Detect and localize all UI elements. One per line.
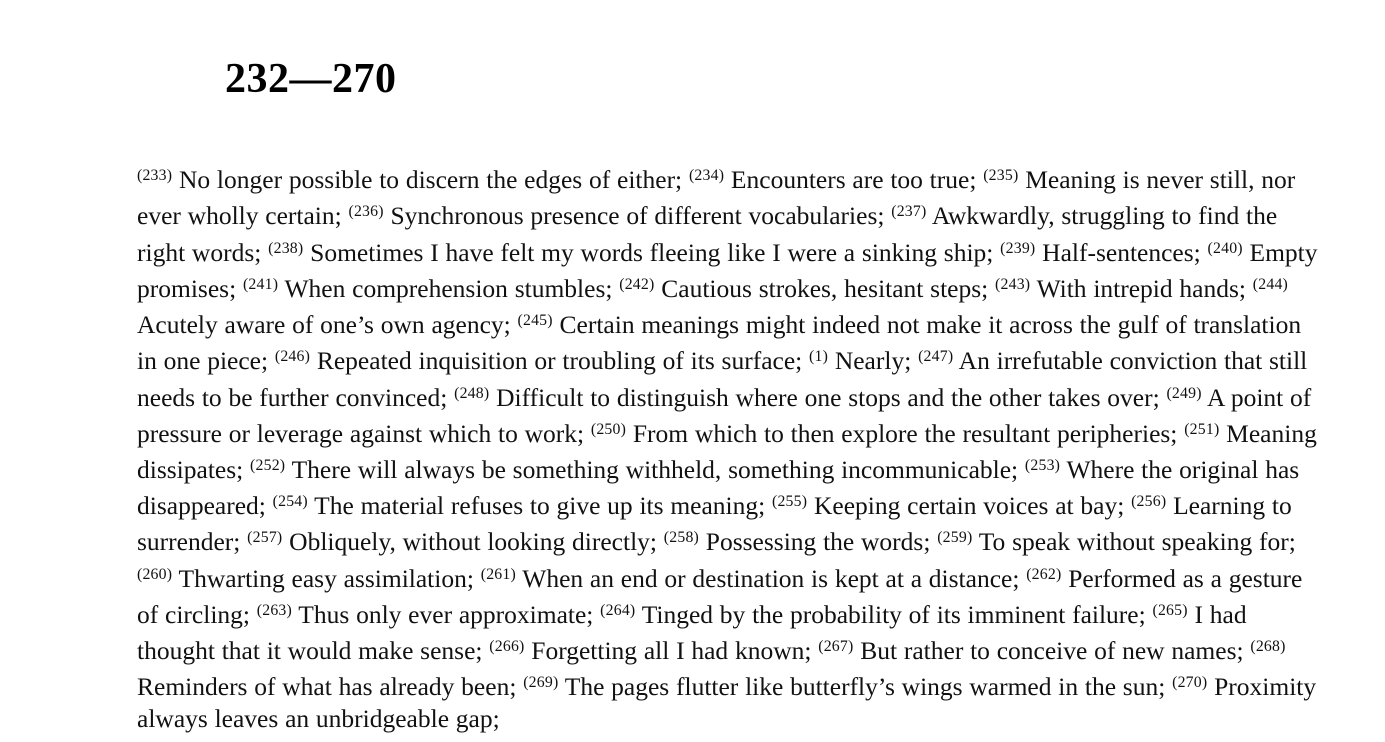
statement-text: Acutely aware of one’s own agency; [137,310,511,340]
statement-text: Reminders of what has already been; [137,672,517,702]
statement-item [489,636,811,665]
statement-text: Meaning dissipates; [137,418,1317,484]
statement-number: (247) [918,348,954,366]
statement-number: (244) [1252,275,1288,293]
statement-number: (239) [1000,239,1036,257]
statement-number: (266) [489,637,525,655]
statement-number: (238) [268,239,304,257]
statement-item [481,564,1020,593]
statement-item [809,346,911,375]
statement-text: Empty promises; [137,237,1318,303]
statement-number: (253) [1024,456,1061,474]
statement-text: Keeping certain voices at bay; [807,491,1125,521]
statement-text: Possessing the words; [699,527,931,557]
statement-text: Learning to surrender; [137,491,1292,557]
statement-text: Where the original has disappeared; [137,454,1300,521]
statement-text: Sometimes I have felt my words fleeing like I were a sinking ship; [303,237,994,267]
statement-number: (261) [480,565,516,583]
statement-number: (242) [619,275,655,293]
statement-number: (254) [272,492,308,510]
statement-number: (246) [274,348,311,366]
statement-number: (234) [688,167,725,184]
statement-number: (265) [1152,601,1188,619]
statement-item [523,672,1165,701]
statement-item [454,383,1160,412]
statement-number: (263) [256,601,292,619]
statement-text: Awkwardly, struggling to find the right words; [137,201,1278,267]
numbered-statement-list [137,160,1323,735]
statement-number: (251) [1184,420,1220,438]
statement-text: When an end or destination is kept at a distance; [515,563,1020,593]
statement-number: (268) [1250,637,1286,655]
statement-item [268,238,993,267]
statement-number: (269) [523,674,559,692]
statement-number: (257) [247,529,283,547]
statement-item [689,165,976,194]
statement-text: There will always be something withheld, something incommunicable; [285,454,1019,484]
statement-number: (243) [995,275,1031,293]
statement-number: (1) [809,348,829,366]
statement-number: (262) [1026,565,1062,583]
statement-text: An irrefutable conviction that still needs to be further convinced; [137,346,1308,412]
statement-number: (241) [242,275,279,293]
statement-item [137,165,682,194]
statement-item [137,564,474,593]
statement-number: (264) [600,601,636,619]
statement-number: (248) [454,384,490,402]
statement-item [600,600,1146,629]
statement-text: When comprehension stumbles; [278,273,613,303]
statement-number: (233) [137,167,173,184]
statement-number: (256) [1131,492,1167,510]
statement-item [995,274,1246,303]
statement-text: Forgetting all I had known; [524,636,812,666]
statement-text: Thus only ever approximate; [291,599,594,629]
statement-number: (258) [663,529,699,547]
statement-text: Performed as a gesture of circling; [137,563,1303,629]
statement-text: Obliquely, without looking directly; [282,527,657,557]
statement-item [247,527,657,556]
statement-item [1000,238,1201,267]
statement-text: But rather to conceive of new names; [853,636,1244,666]
statement-number: (270) [1172,674,1208,692]
statement-item [275,346,802,375]
statement-text: Encounters are too true; [724,165,977,195]
statement-text: The pages flutter like butterfly’s wings warmed in the sun; [558,672,1166,702]
statement-item [273,491,766,520]
statement-item [818,636,1243,665]
statement-text: Proximity always leaves an unbridgeable gap; [137,672,1317,734]
statement-text: I had thought that it would make sense; [137,599,1247,666]
statement-text: Certain meanings might indeed not make it across the gulf of translation in one piece; [137,310,1302,376]
statement-item [619,274,988,303]
statement-text: With intrepid hands; [1030,273,1246,303]
statement-text: Nearly; [828,346,912,376]
statement-number: (260) [137,565,173,583]
statement-number: (267) [818,637,854,655]
statement-item [591,419,1178,448]
statement-text: Difficult to distinguish where one stops and the other takes over; [489,382,1160,412]
statement-item [772,491,1124,520]
statement-item [664,527,931,556]
statement-text: To speak without speaking for; [972,527,1296,557]
statement-text: Meaning is never still, nor ever wholly certain; [137,165,1296,231]
statement-text: No longer possible to discern the edges of either; [172,165,683,195]
statement-item [243,274,613,303]
statement-item [349,201,885,230]
statement-text: From which to then explore the resultant peripheries; [626,418,1178,448]
statement-text: Thwarting easy assimilation; [172,563,474,593]
statement-item [257,600,594,629]
statement-number: (250) [590,420,627,438]
statement-text: Cautious strokes, hesitant steps; [654,273,989,303]
statement-text: The material refuses to give up its meaning; [307,491,766,521]
statement-text: A point of pressure or leverage against which to work; [137,382,1312,448]
statement-item [937,527,1296,556]
statement-number: (252) [250,456,286,474]
page-title: 232—270 [225,56,397,102]
statement-number: (255) [772,492,808,510]
statement-number: (259) [937,529,973,547]
statement-text: Tinged by the probability of its imminent failure; [635,599,1146,629]
statement-item [250,455,1018,484]
statement-number: (249) [1166,384,1202,402]
statement-number: (236) [348,203,384,221]
statement-number: (235) [983,167,1019,184]
statement-number: (245) [517,311,553,329]
statement-text: Repeated inquisition or troubling of its surface; [310,346,803,376]
statement-number: (237) [891,203,927,221]
statement-number: (240) [1207,239,1243,257]
statement-text: Synchronous presence of different vocabularies; [383,201,885,231]
statement-text: Half-sentences; [1035,237,1201,267]
